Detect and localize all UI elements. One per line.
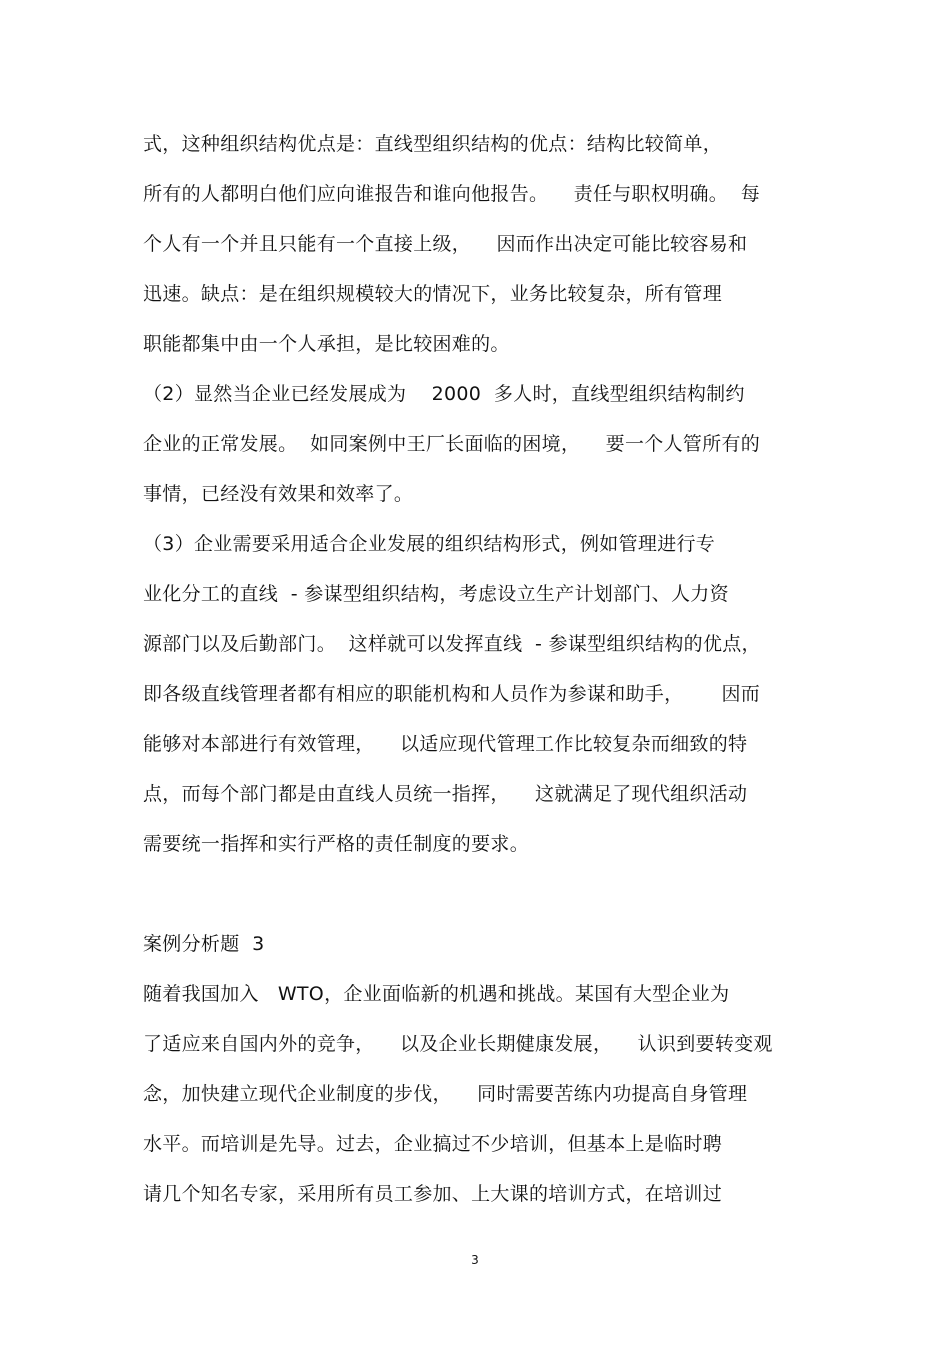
text-line: 事情，已经没有效果和效率了。 [143, 483, 414, 505]
text-line: 式，这种组织结构优点是：直线型组织结构的优点：结构比较简单， [143, 133, 723, 155]
text-line: 水平。而培训是先导。过去，企业搞过不少培训，但基本上是临时聘 [143, 1133, 723, 1155]
text-line: （3）企业需要采用适合企业发展的组织结构形式，例如管理进行专 [143, 533, 716, 555]
text-line: 点，而每个部门都是由直线人员统一指挥， 这就满足了现代组织活动 [143, 783, 748, 805]
text-line: 随着我国加入 WTO，企业面临新的机遇和挑战。某国有大型企业为 [143, 983, 730, 1005]
text-line: （2）显然当企业已经发展成为 2000 多人时，直线型组织结构制约 [143, 383, 745, 405]
text-line: 企业的正常发展。 如同案例中王厂长面临的困境， 要一个人管所有的 [143, 433, 761, 455]
text-line: 迅速。缺点：是在组织规模较大的情况下，业务比较复杂，所有管理 [143, 283, 723, 305]
section-heading: 案例分析题 3 [143, 933, 265, 955]
text-line: 了适应来自国内外的竞争， 以及企业长期健康发展， 认识到要转变观 [143, 1033, 773, 1055]
text-line: 能够对本部进行有效管理， 以适应现代管理工作比较复杂而细致的特 [143, 733, 748, 755]
text-line: 念，加快建立现代企业制度的步伐， 同时需要苦练内功提高自身管理 [143, 1083, 748, 1105]
text-line: 个人有一个并且只能有一个直接上级， 因而作出决定可能比较容易和 [143, 233, 748, 255]
text-line: 即各级直线管理者都有相应的职能机构和人员作为参谋和助手， 因而 [143, 683, 761, 705]
text-line: 源部门以及后勤部门。 这样就可以发挥直线 - 参谋型组织结构的优点， [143, 633, 761, 655]
text-line: 职能都集中由一个人承担，是比较困难的。 [143, 333, 510, 355]
text-line: 请几个知名专家，采用所有员工参加、上大课的培训方式，在培训过 [143, 1183, 723, 1205]
text-line: 所有的人都明白他们应向谁报告和谁向他报告。 责任与职权明确。 每 [143, 183, 761, 205]
page-number: 3 [471, 1253, 479, 1267]
text-line: 需要统一指挥和实行严格的责任制度的要求。 [143, 833, 530, 855]
text-line: 业化分工的直线 - 参谋型组织结构，考虑设立生产计划部门、人力资 [143, 583, 729, 605]
